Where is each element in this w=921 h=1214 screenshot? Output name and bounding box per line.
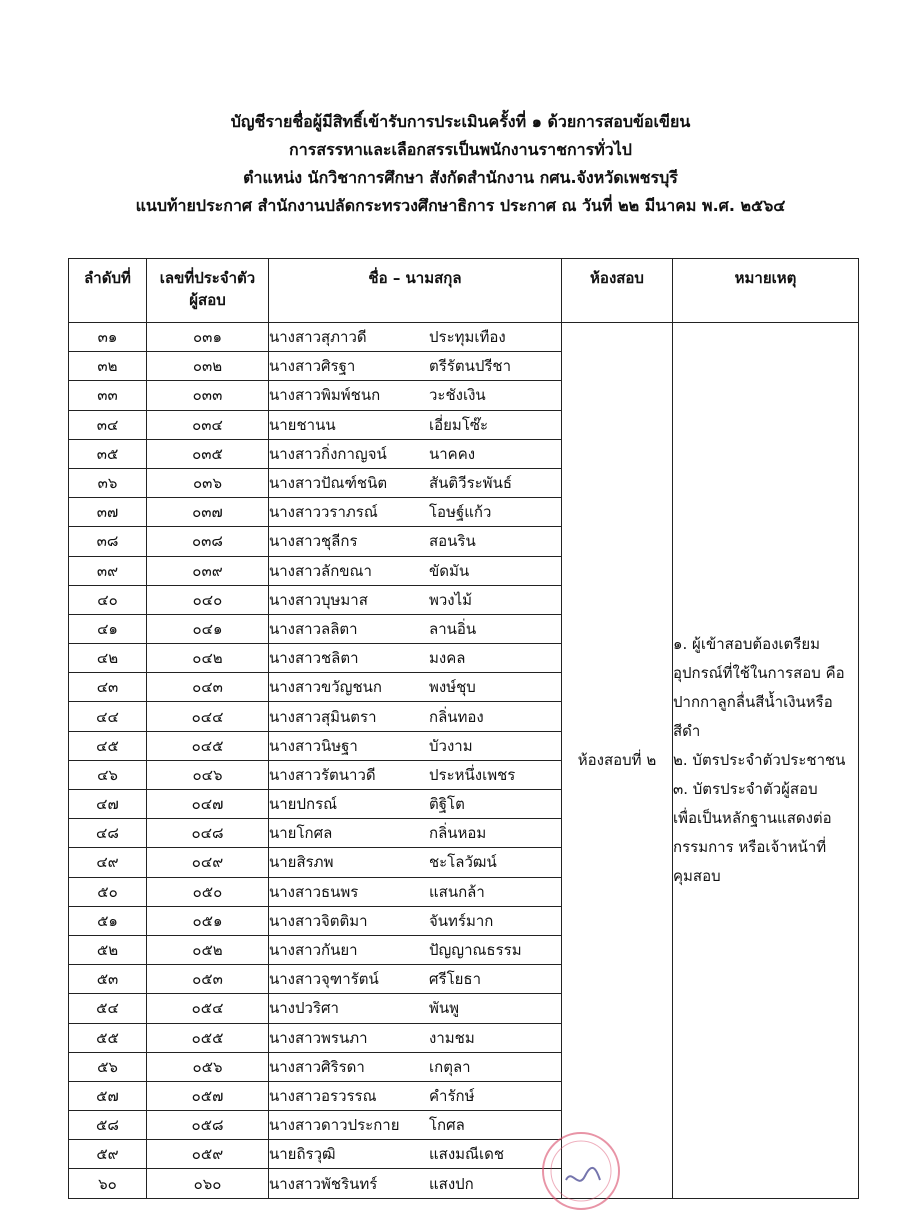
candidate-first-name: นายสิรภพ xyxy=(269,853,334,872)
candidate-name xyxy=(269,848,562,877)
candidate-name xyxy=(269,468,562,497)
candidate-last-name: ปัญญาณธรรม xyxy=(429,941,522,960)
candidate-id: ๐๕๕ xyxy=(147,1023,269,1052)
candidate-last-name: พงษ์ชุบ xyxy=(429,678,476,697)
candidate-name xyxy=(269,644,562,673)
candidate-table xyxy=(68,258,859,1199)
candidate-name xyxy=(269,965,562,994)
row-number: ๔๗ xyxy=(69,790,147,819)
row-number: ๔๑ xyxy=(69,614,147,643)
header-subtitle: การสรรหาและเลือกสรรเป็นพนักงานราชการทั่วไป xyxy=(289,140,632,159)
candidate-first-name: นางสาวธนพร xyxy=(269,882,359,901)
candidate-last-name: พวงไม้ xyxy=(429,590,473,609)
candidate-name xyxy=(269,1081,562,1110)
row-number: ๔๖ xyxy=(69,760,147,789)
candidate-id: ๐๓๑ xyxy=(147,323,269,352)
candidate-last-name: วะชังเงิน xyxy=(429,386,486,405)
row-number: ๓๘ xyxy=(69,527,147,556)
row-number: ๕๘ xyxy=(69,1111,147,1140)
candidate-id: ๐๓๔ xyxy=(147,410,269,439)
candidate-first-name: นางสาววราภรณ์ xyxy=(269,503,378,522)
candidate-first-name: นายถิรวุฒิ xyxy=(269,1145,336,1164)
document-header xyxy=(0,108,921,220)
candidate-first-name: นางสาวชลิตา xyxy=(269,649,359,668)
row-number: ๓๓ xyxy=(69,381,147,410)
exam-room: ห้องสอบที่ ๒ xyxy=(562,323,673,1199)
row-number: ๕๓ xyxy=(69,965,147,994)
remark-line: เพื่อเป็นหลักฐานแสดงต่อ xyxy=(673,808,832,827)
row-number: ๓๙ xyxy=(69,556,147,585)
row-number: ๔๙ xyxy=(69,848,147,877)
table-row xyxy=(69,323,859,352)
candidate-name xyxy=(269,673,562,702)
candidate-name xyxy=(269,410,562,439)
column-header-id-line2: ผู้สอบ xyxy=(189,291,226,309)
remark-line: สีดำ xyxy=(673,721,701,740)
candidate-name xyxy=(269,381,562,410)
candidate-first-name: นางสาวพิมพ์ชนก xyxy=(269,386,381,405)
candidate-name xyxy=(269,1169,562,1198)
header-position: ตำแหน่ง นักวิชาการศึกษา สังกัดสำนักงาน กศน.จังหวัดเพชรบุรี xyxy=(243,168,678,187)
row-number: ๖๐ xyxy=(69,1169,147,1198)
candidate-name xyxy=(269,439,562,468)
candidate-first-name: นางปวริศา xyxy=(269,999,339,1018)
candidate-id: ๐๔๓ xyxy=(147,673,269,702)
candidate-last-name: แสนกล้า xyxy=(429,882,485,901)
candidate-first-name: นายชานน xyxy=(269,415,336,434)
candidate-first-name: นางสาวดาวประกาย xyxy=(269,1116,400,1135)
candidate-last-name: ลานอิ่น xyxy=(429,619,477,638)
candidate-id: ๐๔๗ xyxy=(147,790,269,819)
row-number: ๕๖ xyxy=(69,1052,147,1081)
candidate-last-name: ติฐิโต xyxy=(429,795,465,814)
row-number: ๓๔ xyxy=(69,410,147,439)
row-number: ๔๒ xyxy=(69,644,147,673)
candidate-name xyxy=(269,527,562,556)
candidate-first-name: นางสาวชุลีกร xyxy=(269,532,358,551)
candidate-last-name: บัวงาม xyxy=(429,736,473,755)
column-header-note: หมายเหตุ xyxy=(673,259,859,323)
candidate-first-name: นางสาวกันยา xyxy=(269,941,358,960)
row-number: ๕๑ xyxy=(69,906,147,935)
candidate-last-name: พันพู xyxy=(429,999,460,1018)
candidate-id: ๐๓๖ xyxy=(147,468,269,497)
candidate-id: ๐๔๒ xyxy=(147,644,269,673)
candidate-first-name: นางสาวศิรฐา xyxy=(269,357,356,376)
row-number: ๓๗ xyxy=(69,498,147,527)
candidate-id: ๐๕๖ xyxy=(147,1052,269,1081)
row-number: ๕๒ xyxy=(69,935,147,964)
seal-stamp-icon xyxy=(538,1128,624,1214)
candidate-name xyxy=(269,790,562,819)
candidate-last-name: ชะโลวัฒน์ xyxy=(429,853,497,872)
candidate-last-name: สอนริน xyxy=(429,532,476,551)
candidate-last-name: เอี่ยมโซ๊ะ xyxy=(429,415,489,434)
candidate-first-name: นางสาวบุษมาส xyxy=(269,590,368,609)
row-number: ๔๘ xyxy=(69,819,147,848)
remarks xyxy=(673,323,859,1199)
remark-line: ๓. บัตรประจำตัวผู้สอบ xyxy=(673,779,818,798)
candidate-first-name: นางสาวกิ่งกาญจน์ xyxy=(269,444,387,463)
candidate-name xyxy=(269,877,562,906)
row-number: ๔๕ xyxy=(69,731,147,760)
row-number: ๕๔ xyxy=(69,994,147,1023)
candidate-id: ๐๓๘ xyxy=(147,527,269,556)
candidate-last-name: แสงมณีเดช xyxy=(429,1145,504,1164)
candidate-last-name: กลิ่นทอง xyxy=(429,707,484,726)
table-header-row xyxy=(69,259,859,323)
candidate-id: ๐๕๒ xyxy=(147,935,269,964)
remark-line: กรรมการ หรือเจ้าหน้าที่ xyxy=(673,837,827,856)
candidate-last-name: กลิ่นหอม xyxy=(429,824,487,843)
table-body xyxy=(69,323,859,1199)
candidate-first-name: นางสาวพรนภา xyxy=(269,1028,368,1047)
candidate-id: ๐๕๐ xyxy=(147,877,269,906)
candidate-id: ๐๕๑ xyxy=(147,906,269,935)
column-header-room: ห้องสอบ xyxy=(562,259,673,323)
row-number: ๔๓ xyxy=(69,673,147,702)
candidate-first-name: นายปกรณ์ xyxy=(269,795,338,814)
candidate-last-name: จันทร์มาก xyxy=(429,911,494,930)
candidate-name xyxy=(269,994,562,1023)
column-header-id xyxy=(147,259,269,323)
candidate-first-name: นางสาวรัตนาวดี xyxy=(269,765,376,784)
candidate-first-name: นางสาวจุฑารัตน์ xyxy=(269,970,379,989)
candidate-id: ๐๔๐ xyxy=(147,585,269,614)
row-number: ๓๕ xyxy=(69,439,147,468)
candidate-first-name: นางสาวสุภาวดี xyxy=(269,328,367,347)
candidate-id: ๐๔๘ xyxy=(147,819,269,848)
candidate-last-name: ประทุมเทือง xyxy=(429,328,506,347)
candidate-name xyxy=(269,906,562,935)
row-number: ๕๗ xyxy=(69,1081,147,1110)
candidate-name xyxy=(269,614,562,643)
candidate-name xyxy=(269,556,562,585)
candidate-id: ๐๓๗ xyxy=(147,498,269,527)
candidate-id: ๐๓๓ xyxy=(147,381,269,410)
candidate-name xyxy=(269,1111,562,1140)
candidate-name xyxy=(269,760,562,789)
candidate-first-name: นางสาวจิตติมา xyxy=(269,911,368,930)
candidate-first-name: นางสาวสุมินตรา xyxy=(269,707,377,726)
candidate-last-name: คำรักษ์ xyxy=(429,1086,475,1105)
candidate-id: ๐๖๐ xyxy=(147,1169,269,1198)
candidate-last-name: งามชม xyxy=(429,1028,475,1047)
candidate-last-name: นาคคง xyxy=(429,444,476,463)
candidate-last-name: ตรีรัตนปรีชา xyxy=(429,357,512,376)
candidate-first-name: นางสาวลักขณา xyxy=(269,561,372,580)
candidate-name xyxy=(269,731,562,760)
candidate-name xyxy=(269,1023,562,1052)
candidate-first-name: นางสาวศิริรดา xyxy=(269,1057,365,1076)
candidate-first-name: นางสาวปัณฑ์ชนิต xyxy=(269,474,388,493)
candidate-last-name: แสงปก xyxy=(429,1174,474,1193)
candidate-id: ๐๔๑ xyxy=(147,614,269,643)
candidate-first-name: นางสาวลลิตา xyxy=(269,619,358,638)
candidate-id: ๐๔๖ xyxy=(147,760,269,789)
candidate-id: ๐๔๙ xyxy=(147,848,269,877)
candidate-id: ๐๓๒ xyxy=(147,352,269,381)
remark-line: ปากกาลูกลื่นสีน้ำเงินหรือ xyxy=(673,692,833,711)
candidate-id: ๐๕๓ xyxy=(147,965,269,994)
remark-line: ๑. ผู้เข้าสอบต้องเตรียม xyxy=(673,634,821,653)
column-header-name: ชื่อ – นามสกุล xyxy=(269,259,562,323)
row-number: ๔๔ xyxy=(69,702,147,731)
candidate-name xyxy=(269,498,562,527)
row-number: ๓๑ xyxy=(69,323,147,352)
candidate-id: ๐๔๕ xyxy=(147,731,269,760)
candidate-last-name: ขัดมัน xyxy=(429,561,470,580)
candidate-id: ๐๕๘ xyxy=(147,1111,269,1140)
candidate-last-name: สันติวีระพันธ์ xyxy=(429,474,512,493)
candidate-first-name: นางสาวอรวรรณ xyxy=(269,1086,377,1105)
candidate-id: ๐๓๕ xyxy=(147,439,269,468)
candidate-first-name: นางสาวนิษฐา xyxy=(269,736,358,755)
row-number: ๔๐ xyxy=(69,585,147,614)
candidate-name xyxy=(269,935,562,964)
candidate-last-name: มงคล xyxy=(429,649,466,668)
candidate-last-name: โกศล xyxy=(429,1116,465,1135)
candidate-id: ๐๕๙ xyxy=(147,1140,269,1169)
candidate-name xyxy=(269,1140,562,1169)
remark-line: คุมสอบ xyxy=(673,866,721,885)
candidate-id: ๐๔๔ xyxy=(147,702,269,731)
row-number: ๓๖ xyxy=(69,468,147,497)
candidate-last-name: ประหนึ่งเพชร xyxy=(429,765,516,784)
header-title: บัญชีรายชื่อผู้มีสิทธิ์เข้ารับการประเมินครั้งที่ ๑ ด้วยการสอบข้อเขียน xyxy=(230,112,691,131)
candidate-name xyxy=(269,1052,562,1081)
header-announcement: แนบท้ายประกาศ สำนักงานปลัดกระทรวงศึกษาธิการ ประกาศ ณ วันที่ ๒๒ มีนาคม พ.ศ. ๒๕๖๔ xyxy=(135,196,786,215)
candidate-name xyxy=(269,585,562,614)
candidate-first-name: นางสาวพัชรินทร์ xyxy=(269,1174,378,1193)
row-number: ๕๐ xyxy=(69,877,147,906)
candidate-last-name: เกตุลา xyxy=(429,1057,471,1076)
candidate-name xyxy=(269,352,562,381)
candidate-id: ๐๓๙ xyxy=(147,556,269,585)
candidate-name xyxy=(269,323,562,352)
candidate-first-name: นายโกศล xyxy=(269,824,333,843)
candidate-name xyxy=(269,819,562,848)
candidate-first-name: นางสาวขวัญชนก xyxy=(269,678,382,697)
row-number: ๓๒ xyxy=(69,352,147,381)
column-header-id-line1: เลขที่ประจำตัว xyxy=(159,269,256,287)
candidate-name xyxy=(269,702,562,731)
row-number: ๕๙ xyxy=(69,1140,147,1169)
column-header-no: ลำดับที่ xyxy=(69,259,147,323)
candidate-last-name: ศรีโยธา xyxy=(429,970,482,989)
candidate-id: ๐๕๔ xyxy=(147,994,269,1023)
candidate-last-name: โอษฐ์แก้ว xyxy=(429,503,492,522)
remark-line: ๒. บัตรประจำตัวประชาชน xyxy=(673,750,846,769)
candidate-id: ๐๕๗ xyxy=(147,1081,269,1110)
remark-line: อุปกรณ์ที่ใช้ในการสอบ คือ xyxy=(673,663,845,682)
row-number: ๕๕ xyxy=(69,1023,147,1052)
